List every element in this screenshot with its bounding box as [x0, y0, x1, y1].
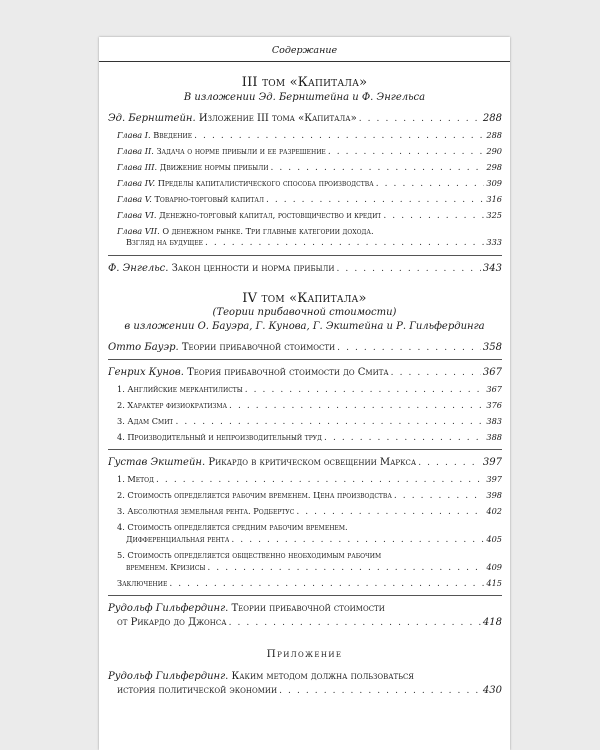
page-number: 402: [486, 506, 502, 516]
page-number: 288: [486, 130, 502, 140]
entry-title-cont: от Рикардо до Джонса: [117, 617, 227, 628]
toc-subsection[interactable]: [117, 416, 502, 427]
toc-chapter[interactable]: [117, 130, 502, 141]
entry-author: Отто Бауэр.: [108, 342, 179, 353]
page-number: 298: [486, 162, 502, 172]
leader-dots: [383, 211, 484, 221]
toc-subsection4-line2[interactable]: [126, 534, 502, 545]
subsection-title-cont: временем. Кризисы: [126, 562, 206, 572]
page-number: 367: [486, 384, 502, 394]
toc-entry-bernstein[interactable]: [108, 113, 502, 124]
page-number: 309: [486, 178, 502, 188]
page-number: 398: [486, 490, 502, 500]
entry-author: Ф. Энгельс.: [108, 263, 169, 274]
leader-dots: [207, 563, 484, 573]
page-number: 367: [482, 367, 502, 378]
page-number: 418: [482, 617, 502, 628]
leader-dots: [337, 343, 481, 353]
leader-dots: [391, 368, 481, 378]
leader-dots: [336, 264, 480, 274]
entry-author: Густав Экштейн.: [108, 457, 206, 468]
leader-dots: [328, 147, 485, 157]
toc-chapter[interactable]: [117, 146, 502, 157]
page-number: 288: [482, 113, 502, 124]
toc-subsection[interactable]: [117, 474, 502, 485]
page-number: 343: [482, 263, 502, 274]
chapter-title: Введение: [153, 130, 193, 140]
leader-dots: [359, 114, 481, 124]
page-number: 290: [486, 146, 502, 156]
subsection-title: 1. Метод: [117, 474, 154, 484]
toc-subsection[interactable]: [117, 384, 502, 395]
subsection-title: 1. Английские меркантилисты: [117, 384, 243, 394]
entry-title: Теории прибавочной стоимости: [181, 342, 336, 353]
toc-entry-bauer[interactable]: [108, 342, 502, 353]
toc-subsection4-line1[interactable]: 4. Стоимость определяется средним рабочим временем.: [117, 522, 348, 532]
leader-dots: [279, 686, 481, 696]
chapter-title: Товарно-торговый капитал: [154, 194, 264, 204]
entry-title: Рикардо в критическом освещении Маркса: [208, 457, 417, 468]
subsection-title: 2. Стоимость определяется рабочим временем. Цена производства: [117, 490, 392, 500]
chapter-label: Глава VI.: [117, 210, 157, 220]
volume3-subtitle: В изложении Эд. Бернштейна и Ф. Энгельса: [183, 92, 426, 103]
toc-subsection[interactable]: [117, 506, 502, 517]
toc-entry-cunow[interactable]: [108, 367, 502, 378]
chapter-label: Глава III.: [117, 162, 158, 172]
entry-author: Рудольф Гильфердинг.: [108, 671, 229, 682]
toc-subsection[interactable]: [117, 432, 502, 443]
section-divider: [108, 359, 502, 360]
toc-entry-appendix-line1[interactable]: [108, 671, 414, 682]
page-number: 409: [486, 562, 502, 572]
chapter-title: Денежно-торговый капитал, ростовщичество и кредит: [159, 210, 382, 220]
leader-dots: [156, 475, 484, 485]
chapter-label: Глава IV.: [117, 178, 156, 188]
subsection-title-cont: Дифференциальная рента: [126, 534, 230, 544]
toc-chapter7-line2[interactable]: [126, 237, 502, 248]
page-number: 333: [486, 237, 502, 247]
toc-entry-hilferding-line2[interactable]: [117, 617, 502, 628]
leader-dots: [324, 433, 484, 443]
toc-conclusion[interactable]: [117, 578, 502, 589]
page-number: 397: [482, 457, 502, 468]
chapter-title: Движение нормы прибыли: [159, 162, 269, 172]
entry-author: Эд. Бернштейн.: [108, 113, 196, 124]
toc-subsection[interactable]: [117, 490, 502, 501]
leader-dots: [418, 458, 481, 468]
entry-title: Теория прибавочной стоимости до Смита: [187, 367, 389, 378]
chapter-title-cont: Взгляд на будущее: [126, 237, 204, 247]
entry-title: Изложение III тома «Капитала»: [198, 113, 357, 124]
leader-dots: [245, 385, 485, 395]
leader-dots: [194, 131, 484, 141]
subsection-title: 3. Адам Смит: [117, 416, 174, 426]
subsection-title: 2. Характер физиократизма: [117, 400, 228, 410]
page-number: 383: [486, 416, 502, 426]
toc-subsection5-line2[interactable]: [126, 562, 502, 573]
section-divider: [108, 595, 502, 596]
running-header: Содержание: [271, 45, 338, 56]
leader-dots: [229, 401, 484, 411]
leader-dots: [175, 417, 484, 427]
header-rule: [99, 61, 510, 62]
toc-subsection5-line1[interactable]: 5. Стоимость определяется общественно необходимым рабочим: [117, 550, 382, 560]
volume4-title: IV том «Капитала»: [242, 291, 367, 306]
toc-entry-appendix-line2[interactable]: [117, 685, 502, 696]
leader-dots: [270, 163, 484, 173]
toc-entry-engels[interactable]: [108, 263, 502, 274]
leader-dots: [376, 179, 485, 189]
page-number: 415: [486, 578, 502, 588]
entry-author: Генрих Кунов.: [108, 367, 184, 378]
appendix-title: Приложение: [266, 648, 343, 660]
section-divider: [108, 449, 502, 450]
toc-entry-hilferding-line1[interactable]: [108, 603, 385, 614]
entry-author: Рудольф Гильфердинг.: [108, 603, 229, 614]
leader-dots: [394, 491, 484, 501]
leader-dots: [205, 238, 484, 248]
leader-dots: [296, 507, 484, 517]
toc-chapter[interactable]: [117, 162, 502, 173]
leader-dots: [169, 579, 484, 589]
volume3-title: III том «Капитала»: [241, 75, 368, 90]
toc-chapter7-line1[interactable]: [117, 226, 374, 236]
leader-dots: [231, 535, 484, 545]
chapter-label: Глава II.: [117, 146, 154, 156]
subsection-title: 3. Абсолютная земельная рента. Родбертус: [117, 506, 295, 516]
entry-title: Закон ценности и норма прибыли: [171, 263, 335, 274]
page-number: 430: [482, 685, 502, 696]
toc-chapter[interactable]: [117, 194, 502, 205]
leader-dots: [266, 195, 484, 205]
page-number: 397: [486, 474, 502, 484]
chapter-title: Пределы капиталистического способа производства: [157, 178, 374, 188]
subsection-title: 4. Производительный и непроизводительный труд: [117, 432, 323, 442]
toc-chapter[interactable]: [117, 210, 502, 221]
subsection-title: Заключение: [117, 578, 168, 588]
toc-subsection[interactable]: [117, 400, 502, 411]
volume4-authors: в изложении О. Бауэра, Г. Кунова, Г. Экштейна и Р. Гильфердинга: [124, 321, 485, 332]
toc-entry-eckstein[interactable]: [108, 457, 502, 468]
chapter-label: Глава VII.: [117, 226, 160, 236]
chapter-title: Задача о норме прибыли и ее разрешение: [156, 146, 326, 156]
page-number: 376: [486, 400, 502, 410]
page-number: 325: [486, 210, 502, 220]
page-number: 358: [482, 342, 502, 353]
leader-dots: [229, 618, 481, 628]
entry-title: Каким методом должна пользоваться: [231, 671, 414, 682]
toc-chapter[interactable]: [117, 178, 502, 189]
book-page: [99, 37, 510, 750]
chapter-title: О денежном рынке. Три главные категории дохода.: [162, 226, 374, 236]
volume4-subtitle: (Теории прибавочной стоимости): [212, 307, 397, 318]
page-number: 316: [486, 194, 502, 204]
entry-title-cont: история политической экономии: [117, 685, 278, 696]
chapter-label: Глава V.: [117, 194, 152, 204]
chapter-label: Глава I.: [117, 130, 151, 140]
page-number: 388: [486, 432, 502, 442]
entry-title: Теории прибавочной стоимости: [231, 603, 385, 614]
section-divider: [108, 255, 502, 256]
page-number: 405: [486, 534, 502, 544]
